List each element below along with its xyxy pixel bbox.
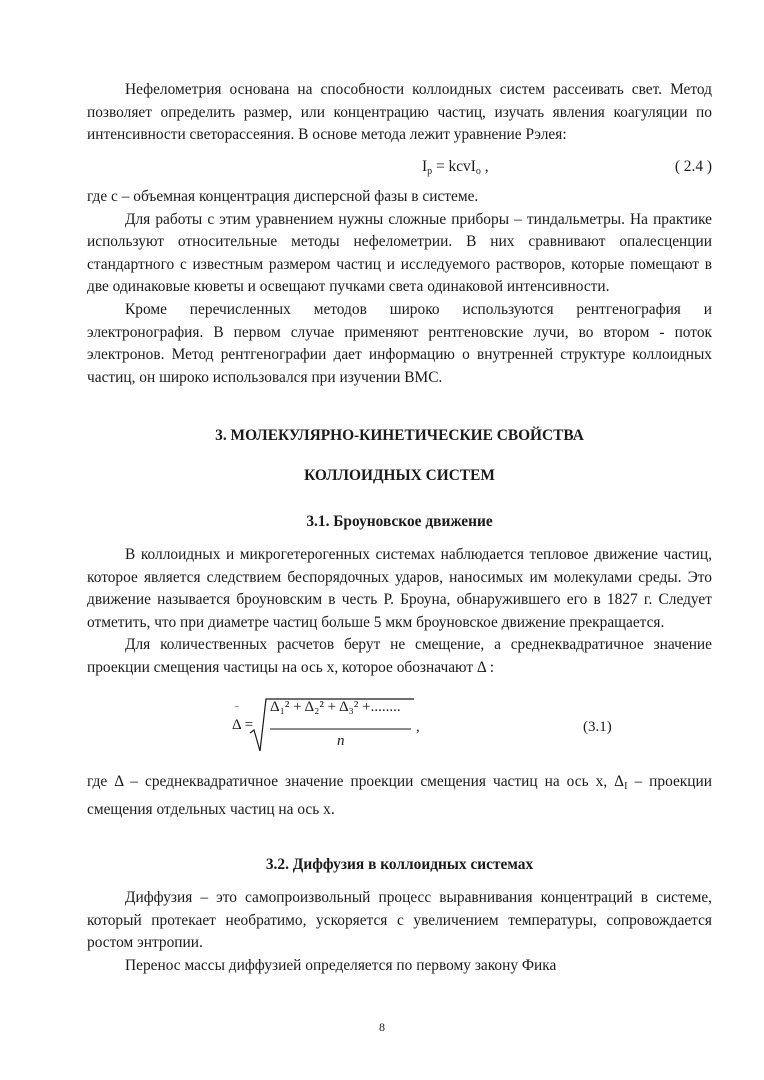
page-number: 8 (379, 1020, 385, 1034)
section-3-2-title: 3.2. Диффузия в коллоидных системах (265, 856, 534, 873)
section-3-2-block (87, 887, 712, 977)
formula-3-1-lhs: Δ = (232, 717, 254, 733)
middle-block (87, 186, 712, 389)
section-3-title-line1: 3. МОЛЕКУЛЯРНО-КИНЕТИЧЕСКИЕ СВОЙСТВА (215, 427, 584, 444)
intro-block (87, 79, 712, 147)
formula-3-1 (228, 697, 628, 757)
section-3-1-title: 3.1. Броуновское движение (306, 513, 493, 530)
paragraph-xray: Кроме перечисленных методов широко используются рентгенография и электронография. В первом случае применяют рентгеновские лучи, во втором - поток электронов. Метод рентгенографии дает информацию о внутренней структуре коллоидных частиц, он широко использовался при изучении ВМС. (87, 300, 712, 386)
paragraph-where-c: где с – объемная концентрация дисперсной фазы в системе. (87, 188, 479, 205)
formula-2-4 (87, 158, 712, 182)
paragraph-where-delta: где Δ – среднеквадратичное значение проекции смещения частиц на ось х, $\Delta_I$ – проекции смещения отдельных частиц на ось х. (87, 773, 712, 818)
section-3-1-block (87, 544, 712, 680)
paragraph-brownian: В коллоидных и микрогетерогенных системах наблюдается тепловое движение частиц, которое является следствием беспорядочных ударов, наносимых им молекулами среды. Это движение называется броуновским в честь Р. Броуна, обнаружившего его в 1827 г. Следует отметить, что при диаметре частиц больше 5 мкм броуновское движение прекращается. (87, 546, 712, 631)
paragraph-nephelometry: Нефелометрия основана на способности коллоидных систем рассеивать свет. Метод позволяет определить размер, или концентрацию частиц, изучать явления коагуляции по интенсивности светорассеяния. В основе метода лежит уравнение Рэлея: (87, 81, 712, 144)
mean-bar: ‾ (235, 706, 239, 718)
section-3-title-line2: КОЛЛОИДНЫХ СИСТЕМ (304, 467, 495, 484)
formula-3-1-numerator: Δ₁² + Δ₂² + Δ₃² +........ (270, 699, 401, 715)
paragraph-rms: Для количественных расчетов берут не смещение, а среднеквадратичное значение проекции смещения частицы на ось х, которое обозначают Δ : (87, 636, 712, 676)
formula-3-1-number: (3.1) (583, 719, 612, 735)
paragraph-fick: Перенос массы диффузией определяется по первому закону Фика (125, 956, 557, 974)
paragraph-tyndallmeters: Для работы с этим уравнением нужны сложные приборы – тиндальметры. На практике используют относительные методы нефелометрии. В них сравнивают опалесценции стандартного с известным размером частиц и исследуемого растворов, которые помещают в две одинаковые кюветы и освещают пучками света одинаковой интенсивности. (87, 210, 712, 296)
formula-2-4-number: ( 2.4 ) (674, 158, 712, 175)
formula-3-1-denominator: n (337, 733, 345, 749)
formula-3-1-comma: , (416, 719, 420, 735)
formula-2-4-expression: $I_p$ = kcvI$_o$ , (422, 158, 489, 177)
formula-3-1-explanation (87, 771, 712, 821)
paragraph-diffusion: Диффузия – это самопроизвольный процесс выравнивания концентраций в системе, который протекает необратимо, ускоряется с увеличением температуры, сопровождается ростом энтропии. (87, 889, 712, 952)
